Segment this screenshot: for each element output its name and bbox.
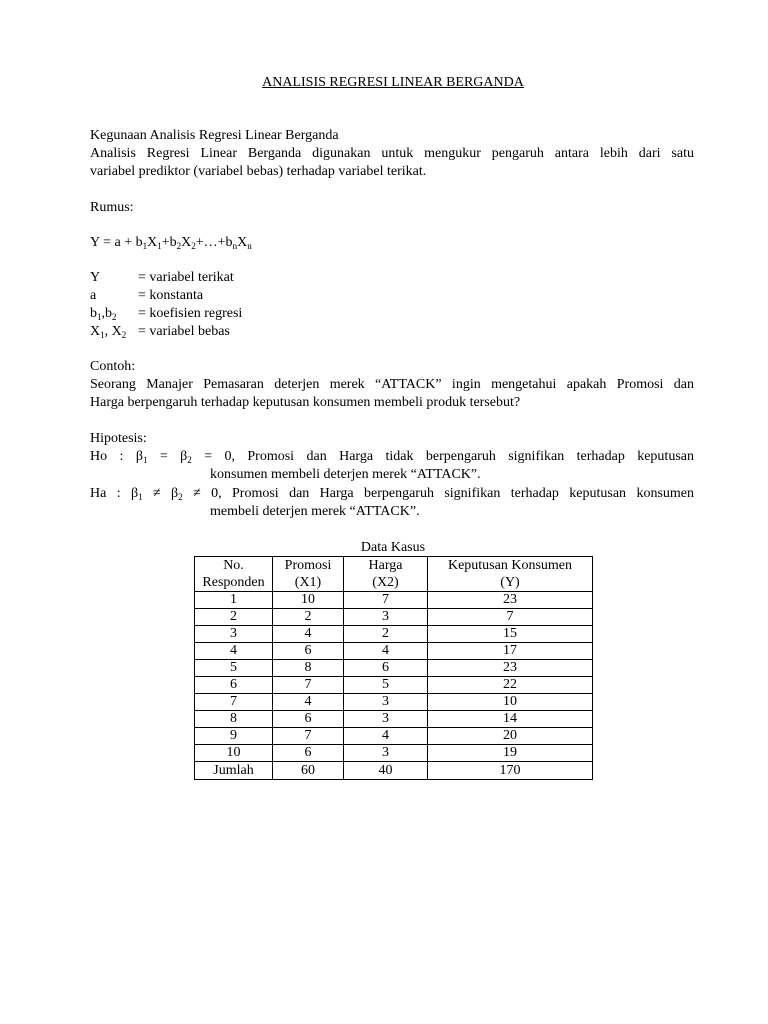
table-cell: 4	[195, 643, 273, 660]
table-cell: 2	[344, 626, 428, 643]
total-cell: Jumlah	[195, 762, 273, 780]
hipotesis-ha-line-2: membeli deterjen merek “ATTACK”.	[210, 504, 420, 519]
table-cell: 3	[344, 694, 428, 711]
table-cell: 3	[344, 609, 428, 626]
hipotesis-ho-line-1: Ho : $\beta_1 = \beta_2 = 0$, Promosi dan Harga tidak berpengaruh signifikan terhadap keputusan	[90, 449, 694, 465]
header-cell: Promosi	[273, 557, 344, 575]
page-title: ANALISIS REGRESI LINEAR BERGANDA	[262, 75, 524, 90]
table-cell: 8	[195, 711, 273, 728]
table-cell: 19	[428, 745, 593, 762]
table-cell: 6	[273, 643, 344, 660]
definition-symbol: a	[90, 288, 97, 303]
table-row	[195, 643, 593, 660]
table-body	[195, 592, 593, 762]
definition-meaning: = konstanta	[138, 288, 204, 303]
table-row	[195, 711, 593, 728]
definition-y	[90, 269, 242, 287]
hipotesis-ha-line-1: Ha : $\beta_1 \ne \beta_2 \ne 0$, Promosi dan Harga berpengaruh signifikan terhadap keputusan konsumen	[90, 486, 694, 502]
header-cell: (X2)	[344, 574, 428, 592]
section-heading-kegunaan: Kegunaan Analisis Regresi Linear Berganda	[90, 128, 339, 143]
header-cell: No.	[195, 557, 273, 575]
contoh-label: Contoh:	[90, 359, 136, 374]
table-header-row	[195, 557, 593, 575]
definition-a	[90, 287, 242, 305]
table-header-row	[195, 574, 593, 592]
table-cell: 3	[195, 626, 273, 643]
definition-symbol: $b_1,b_2$	[90, 306, 117, 322]
header-cell: (X1)	[273, 574, 344, 592]
definition-b	[90, 305, 242, 323]
definition-symbol: Y	[90, 270, 101, 285]
table-cell: 17	[428, 643, 593, 660]
table-cell: 8	[273, 660, 344, 677]
table-total-row	[195, 762, 593, 780]
data-table	[194, 556, 593, 780]
header-cell: (Y)	[428, 574, 593, 592]
table-cell: 6	[273, 711, 344, 728]
table-row	[195, 592, 593, 609]
table-cell: 4	[273, 694, 344, 711]
table-cell: 7	[273, 677, 344, 694]
table-row	[195, 745, 593, 762]
table-cell: 4	[344, 728, 428, 745]
table-cell: 10	[273, 592, 344, 609]
hipotesis-label: Hipotesis:	[90, 431, 147, 446]
table-row	[195, 694, 593, 711]
table-cell: 7	[428, 609, 593, 626]
table-cell: 7	[273, 728, 344, 745]
table-cell: 10	[195, 745, 273, 762]
header-cell: Responden	[195, 574, 273, 592]
definition-symbol: $X_1$, $X_2$	[90, 324, 127, 340]
contoh-line-2: Harga berpengaruh terhadap keputusan konsumen membeli produk tersebut?	[90, 395, 521, 410]
table-cell: 6	[195, 677, 273, 694]
table-cell: 6	[344, 660, 428, 677]
definition-meaning: = variabel bebas	[138, 324, 230, 339]
contoh-line-1: Seorang Manajer Pemasaran deterjen merek “ATTACK” ingin mengetahui apakah Promosi dan	[90, 377, 694, 392]
table-cell: 10	[428, 694, 593, 711]
table-row	[195, 609, 593, 626]
table-cell: 14	[428, 711, 593, 728]
table-cell: 5	[344, 677, 428, 694]
table-caption: Data Kasus	[360, 540, 426, 555]
table-cell: 9	[195, 728, 273, 745]
kegunaan-line-1: Analisis Regresi Linear Berganda digunakan untuk mengukur pengaruh antara lebih dari satu	[90, 146, 694, 161]
kegunaan-line-2: variabel prediktor (variabel bebas) terhadap variabel terikat.	[90, 164, 427, 179]
definition-meaning: = variabel terikat	[138, 270, 234, 285]
table-row	[195, 677, 593, 694]
table-row	[195, 728, 593, 745]
total-cell: 40	[344, 762, 428, 780]
table-cell: 3	[344, 711, 428, 728]
hipotesis-ho-line-2: konsumen membeli deterjen merek “ATTACK”.	[210, 467, 481, 482]
definition-x	[90, 323, 242, 341]
definition-list	[90, 269, 242, 341]
table-cell: 4	[344, 643, 428, 660]
total-cell: 60	[273, 762, 344, 780]
table-cell: 20	[428, 728, 593, 745]
table-cell: 23	[428, 660, 593, 677]
table-cell: 22	[428, 677, 593, 694]
table-cell: 2	[273, 609, 344, 626]
table-row	[195, 626, 593, 643]
table-cell: 7	[344, 592, 428, 609]
table-cell: 4	[273, 626, 344, 643]
header-cell: Keputusan Konsumen	[428, 557, 593, 575]
table-cell: 15	[428, 626, 593, 643]
table-cell: 3	[344, 745, 428, 762]
table-cell: 1	[195, 592, 273, 609]
regression-formula: $Y = a + b_1X_1+b_2X_2+\dots+b_nX_n$	[90, 235, 252, 251]
table-row	[195, 660, 593, 677]
definition-meaning: = koefisien regresi	[138, 306, 243, 321]
table-cell: 7	[195, 694, 273, 711]
table-cell: 5	[195, 660, 273, 677]
table-cell: 23	[428, 592, 593, 609]
table-cell: 6	[273, 745, 344, 762]
header-cell: Harga	[344, 557, 428, 575]
rumus-label: Rumus:	[90, 200, 134, 215]
total-cell: 170	[428, 762, 593, 780]
table-cell: 2	[195, 609, 273, 626]
